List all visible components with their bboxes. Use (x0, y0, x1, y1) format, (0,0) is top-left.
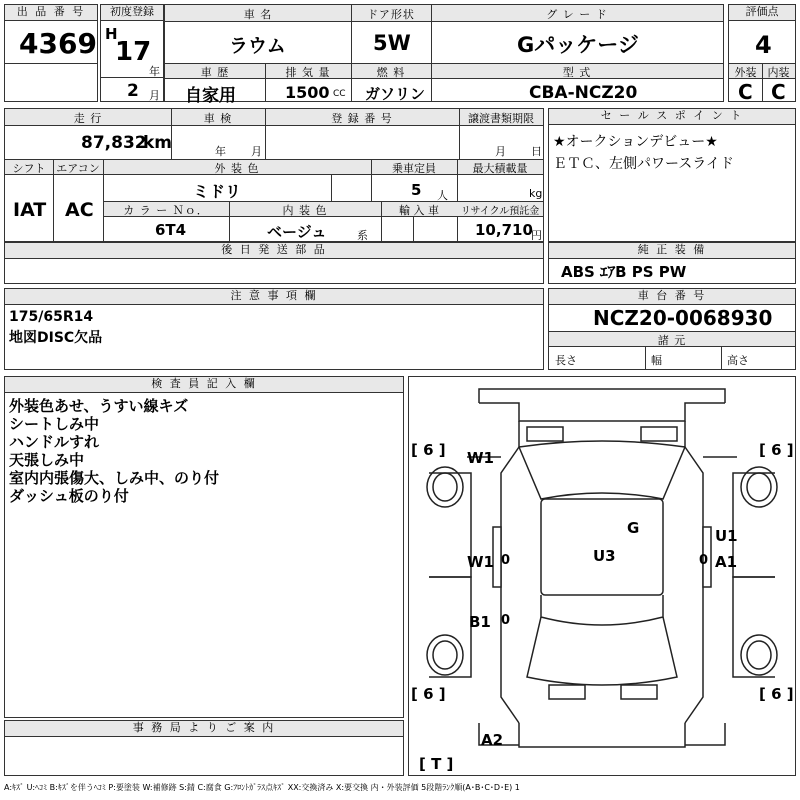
max-load-label: 最大積載量 (472, 162, 528, 175)
reg-month: 2 (127, 81, 139, 101)
main-header-box (164, 4, 724, 106)
exterior-score: C (738, 80, 753, 104)
car-outline-diagram (409, 377, 795, 775)
recycle-label: リサイクル預託金 (460, 206, 540, 217)
int-color-label: 内 装 色 (282, 204, 328, 217)
model: CBA-NCZ20 (529, 83, 638, 103)
office-label: 事 務 局 よ り ご 案 内 (5, 721, 403, 737)
chassis-box (548, 288, 796, 370)
later-parts-label: 後 日 発 送 部 品 (5, 243, 543, 259)
ext-color-label: 外 装 色 (214, 162, 260, 175)
office-box (4, 720, 404, 776)
spec-label: 諸 元 (657, 334, 687, 347)
damage-mark: W1 (467, 553, 494, 571)
later-parts-box (4, 242, 544, 284)
notes-label: 注 意 事 項 欄 (5, 289, 543, 305)
tire-tl: [ 6 ] (411, 441, 446, 459)
score: 4 (755, 31, 772, 59)
door-type: 5W (373, 31, 411, 55)
shift: IAT (13, 199, 47, 221)
first-reg-box (100, 4, 164, 102)
damage-mark: U3 (593, 547, 616, 565)
equipment-value: ABS ｴｱB PS PW (561, 263, 687, 281)
inspector-line: 外装色あせ、うすい線キズ (9, 397, 189, 415)
chassis-number: NCZ20-0068930 (593, 306, 773, 330)
mileage-label: 走 行 (73, 112, 103, 125)
car-name-label: 車 名 (243, 8, 273, 21)
door-label: ドア形状 (367, 8, 415, 21)
exterior-label: 外装 (734, 66, 757, 79)
grade-label: グ レ ー ド (546, 8, 608, 21)
height-label: 高さ (727, 354, 749, 367)
tire-tr: [ 6 ] (759, 441, 794, 459)
length-label: 長さ (555, 354, 577, 367)
trunk-mark: [ T ] (419, 755, 454, 773)
lot-label: 出 品 番 号 (5, 5, 97, 21)
year-unit: 年 (149, 65, 160, 78)
displacement-label: 排 気 量 (285, 66, 331, 79)
mileage-unit: km (143, 133, 173, 153)
sales-point-line: ★オークションデビュー★ (553, 134, 718, 150)
transfer-day-unit: 日 (531, 145, 542, 158)
inspector-label: 検 査 員 記 入 欄 (5, 377, 403, 393)
inspector-line: 天張しみ中 (9, 451, 85, 469)
lot-number: 4369 (19, 27, 97, 60)
import-label: 輸 入 車 (399, 204, 439, 217)
transfer-label: 譲渡書類期限 (468, 112, 534, 125)
mileage: 87,832 (81, 133, 147, 153)
details-box (4, 108, 544, 242)
sales-points-box (548, 108, 796, 242)
damage-mark: 0 (501, 553, 511, 568)
notes-box (4, 288, 544, 370)
damage-mark: A1 (715, 553, 738, 571)
max-load-unit: kg (529, 187, 543, 200)
damage-mark: W1 (467, 449, 494, 467)
fuel-label: 燃 料 (376, 66, 406, 79)
equipment-label: 純 正 装 備 (549, 243, 795, 259)
car-name: ラウム (229, 35, 286, 57)
damage-mark: U1 (715, 527, 738, 545)
interior-score: C (771, 80, 786, 104)
displacement-unit: CC (333, 89, 346, 99)
capacity: 5 (411, 181, 422, 199)
insp-month-unit: 月 (251, 145, 262, 158)
capacity-label: 乗車定員 (392, 162, 436, 175)
score-label: 評価点 (729, 5, 795, 21)
notes-line: 地図DISC欠品 (9, 330, 103, 346)
inspector-line: シートしみ中 (9, 415, 100, 433)
color-no-label: カ ラ ー Ｎｏ． (123, 204, 209, 217)
ext-color: ミドリ (193, 182, 242, 201)
inspection-label: 車 検 (203, 112, 233, 125)
fuel: ガソリン (365, 85, 426, 103)
inspector-line: ダッシュ板のり付 (9, 487, 129, 505)
sales-points-label: セ ー ル ス ポ イ ン ト (549, 109, 795, 125)
recycle-unit: 円 (531, 229, 542, 242)
displacement: 1500 (285, 83, 330, 102)
shift-label: シフト (12, 162, 46, 175)
int-color: ベージュ (267, 223, 327, 241)
recycle-amount: 10,710 (475, 221, 533, 239)
era: H (105, 25, 118, 43)
equipment-box (548, 242, 796, 284)
transfer-month-unit: 月 (495, 145, 506, 158)
ac: AC (65, 199, 94, 221)
damage-mark: G (627, 519, 640, 537)
inspector-box (4, 376, 404, 718)
capacity-unit: 人 (437, 189, 448, 202)
model-label: 型 式 (562, 66, 592, 79)
history: 自家用 (185, 86, 236, 106)
damage-mark: A2 (481, 731, 504, 749)
score-box (728, 4, 796, 102)
month-unit: 月 (149, 89, 160, 102)
notes-line: 175/65R14 (9, 309, 94, 325)
reg-year: 17 (115, 37, 152, 67)
lot-box (4, 4, 98, 102)
interior-label: 内装 (767, 66, 790, 79)
width-label: 幅 (651, 354, 662, 367)
ac-label: エアコン (56, 162, 100, 175)
grade: Gパッケージ (517, 33, 639, 57)
first-reg-label: 初度登録 (101, 5, 163, 21)
legend: A:ｷｽﾞ U:ﾍｺﾐ B:ｷｽﾞを伴うﾍｺﾐ P:要塗装 W:補修跡 S:錆 C:腐食 G:ﾌﾛﾝﾄｶﾞﾗｽ点ｷｽﾞ XX:交換済み X:要交換 内・外装評価 5段階ﾗﾝｸ順(A･B･C･D･E) 1 (4, 783, 520, 792)
damage-mark: B1 (469, 613, 491, 631)
reg-no-label: 登 録 番 号 (331, 112, 393, 125)
damage-mark: 0 (699, 553, 709, 568)
inspector-line: 室内内張傷大、しみ中、のり付 (9, 469, 220, 487)
chassis-label: 車 台 番 号 (549, 289, 795, 305)
history-label: 車 歴 (200, 66, 230, 79)
tire-br: [ 6 ] (759, 685, 794, 703)
damage-mark: 0 (501, 613, 511, 628)
insp-year-unit: 年 (215, 145, 226, 158)
sales-point-line: ＥＴＣ、左側パワースライド (553, 156, 734, 172)
int-color-unit: 系 (357, 229, 368, 242)
color-no: 6T4 (155, 221, 187, 239)
damage-diagram (408, 376, 796, 776)
tire-bl: [ 6 ] (411, 685, 446, 703)
inspector-line: ハンドルすれ (9, 433, 100, 451)
